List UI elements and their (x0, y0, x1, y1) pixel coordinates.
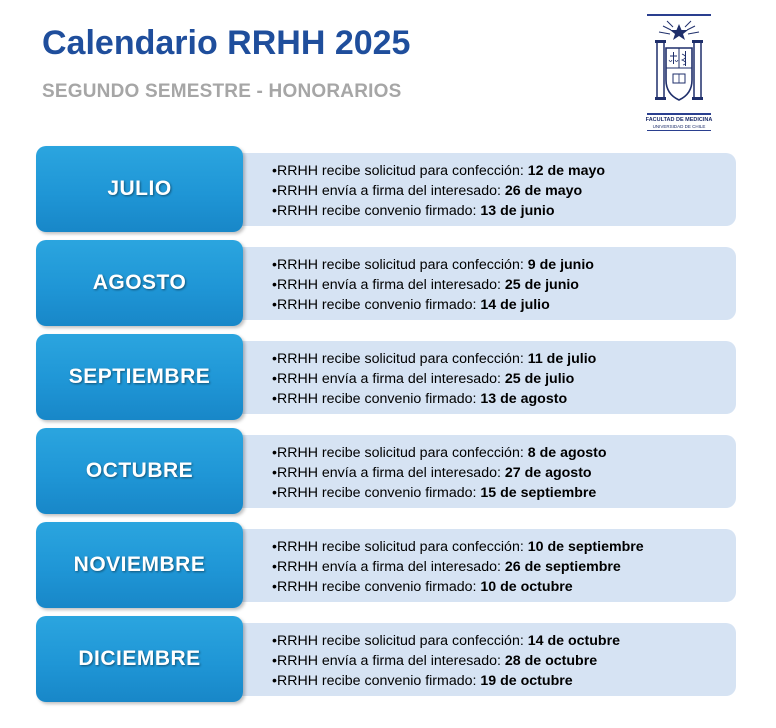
month-badge (36, 522, 243, 608)
month-row-octubre (36, 428, 736, 516)
step-request-date: 12 de mayo (527, 163, 606, 179)
step-agreement-date: 19 de octubre (480, 673, 573, 689)
month-name: AGOSTO (92, 271, 187, 294)
step-agreement-date: 13 de agosto (480, 391, 568, 407)
step-request: •RRHH recibe solicitud para confección: 14 de octubre (272, 633, 620, 649)
month-row-agosto (36, 240, 736, 328)
month-name: NOVIEMBRE (73, 553, 206, 576)
month-steps (272, 631, 620, 691)
month-name: OCTUBRE (85, 459, 194, 482)
month-steps (272, 255, 594, 315)
step-agreement: •RRHH recibe convenio firmado: 15 de septiembre (272, 485, 597, 501)
month-name: DICIEMBRE (78, 647, 201, 670)
step-request-date: 8 de agosto (527, 445, 607, 461)
step-agreement-date: 14 de julio (480, 297, 550, 313)
university-coat-of-arms-icon (643, 18, 715, 114)
month-row-diciembre (36, 616, 736, 704)
step-agreement: •RRHH recibe convenio firmado: 14 de julio (272, 297, 550, 313)
step-signature: •RRHH envía a firma del interesado: 28 de octubre (272, 653, 598, 669)
step-signature-date: 25 de julio (504, 371, 575, 387)
month-steps (272, 161, 605, 221)
step-agreement-date: 13 de junio (480, 203, 555, 219)
step-request: •RRHH recibe solicitud para confección: 12 de mayo (272, 163, 606, 179)
step-signature-date: 27 de agosto (504, 465, 592, 481)
month-badge (36, 146, 243, 232)
step-request: •RRHH recibe solicitud para confección: 8 de agosto (272, 445, 607, 461)
step-request: •RRHH recibe solicitud para confección: 11 de julio (272, 351, 597, 367)
step-agreement: •RRHH recibe convenio firmado: 13 de agosto (272, 391, 568, 407)
month-steps (272, 537, 644, 597)
step-signature-date: 25 de junio (504, 277, 579, 293)
month-badge (36, 240, 243, 326)
month-badge (36, 428, 243, 514)
month-badge (36, 616, 243, 702)
logo-mid-rule (647, 113, 711, 115)
month-badge (36, 334, 243, 420)
step-signature: •RRHH envía a firma del interesado: 26 de mayo (272, 183, 583, 199)
step-signature-date: 26 de mayo (504, 183, 583, 199)
step-signature-date: 28 de octubre (504, 653, 598, 669)
logo-university-text: UNIVERSIDAD DE CHILE (652, 124, 706, 129)
step-agreement-date: 10 de octubre (480, 579, 573, 595)
page-title: Calendario RRHH 2025 (42, 24, 411, 62)
step-request: •RRHH recibe solicitud para confección: 10 de septiembre (272, 539, 644, 555)
month-steps (272, 443, 607, 503)
month-row-septiembre (36, 334, 736, 422)
step-signature: •RRHH envía a firma del interesado: 27 de agosto (272, 465, 592, 481)
step-signature: •RRHH envía a firma del interesado: 26 de septiembre (272, 559, 621, 575)
month-steps (272, 349, 596, 409)
step-signature: •RRHH envía a firma del interesado: 25 de julio (272, 371, 575, 387)
step-agreement-date: 15 de septiembre (480, 485, 597, 501)
step-agreement: •RRHH recibe convenio firmado: 13 de junio (272, 203, 555, 219)
step-agreement: •RRHH recibe convenio firmado: 19 de octubre (272, 673, 573, 689)
month-row-noviembre (36, 522, 736, 610)
faculty-logo (643, 14, 715, 132)
logo-top-rule (647, 14, 711, 16)
step-request-date: 11 de julio (527, 351, 597, 367)
step-request: •RRHH recibe solicitud para confección: 9 de junio (272, 257, 594, 273)
logo-bottom-rule (647, 130, 711, 131)
step-agreement: •RRHH recibe convenio firmado: 10 de octubre (272, 579, 573, 595)
step-signature: •RRHH envía a firma del interesado: 25 de junio (272, 277, 579, 293)
step-signature-date: 26 de septiembre (504, 559, 621, 575)
month-row-julio (36, 146, 736, 234)
logo-faculty-text: FACULTAD DE MEDICINA (645, 117, 713, 123)
month-name: SEPTIEMBRE (68, 365, 211, 388)
step-request-date: 9 de junio (527, 257, 594, 273)
month-name: JULIO (107, 177, 172, 200)
page-subtitle: SEGUNDO SEMESTRE - HONORARIOS (42, 81, 402, 102)
step-request-date: 10 de septiembre (527, 539, 644, 555)
step-request-date: 14 de octubre (527, 633, 620, 649)
